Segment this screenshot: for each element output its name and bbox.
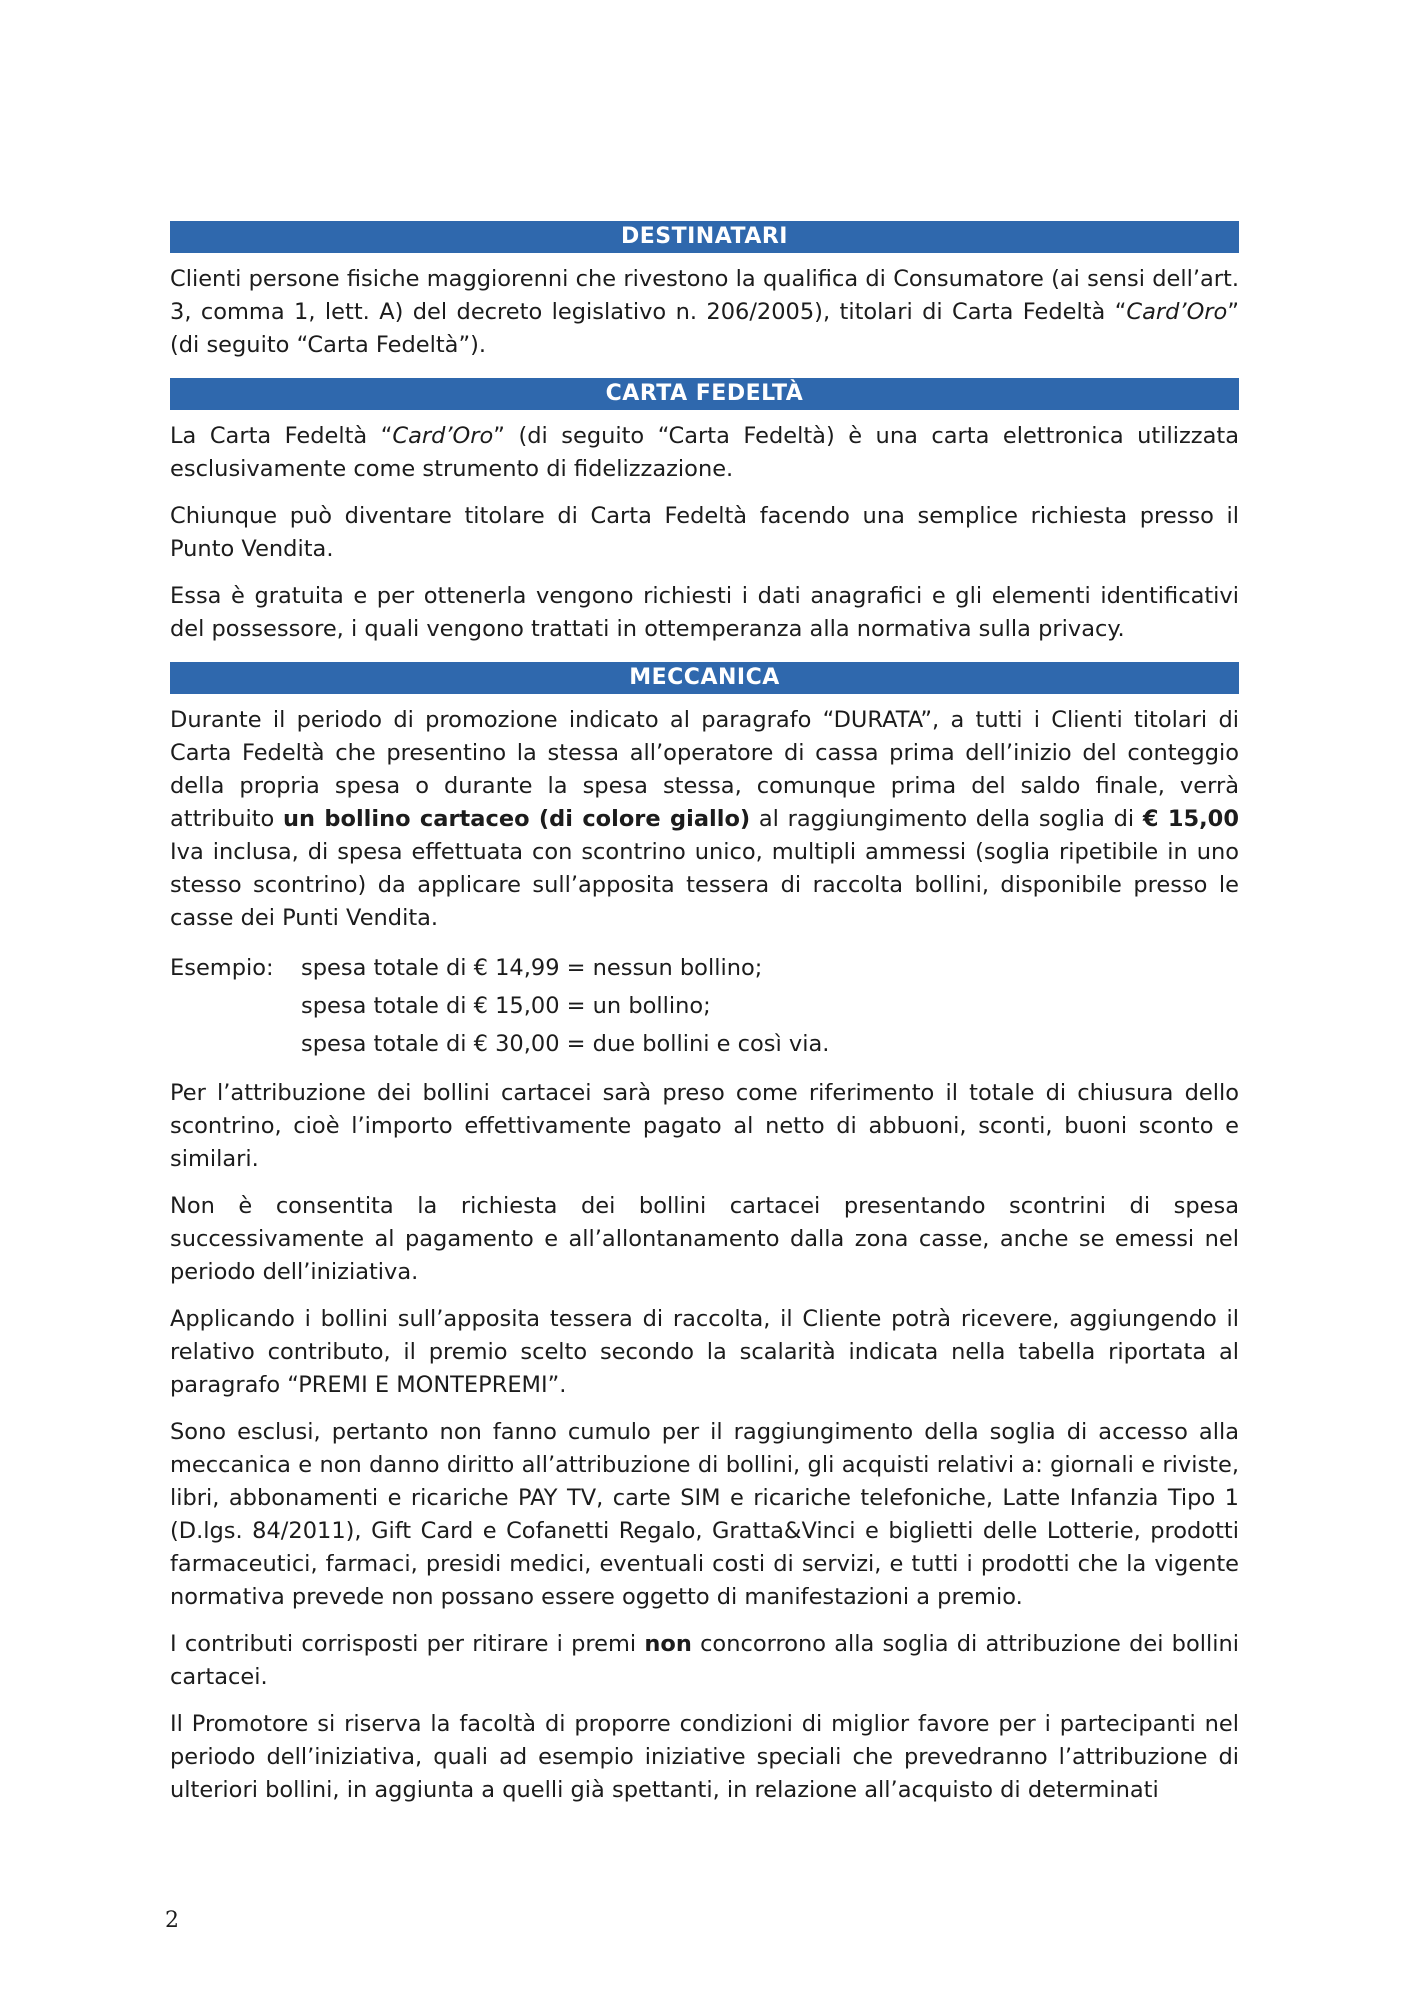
- carta-fedelta-paragraph-2: Chiunque può diventare titolare di Carta Fedeltà facendo una semplice richiesta presso il Punto Vendita.: [170, 503, 1239, 562]
- text-run: Durante il periodo di promozione indicato al paragrafo “DURATA”, a tutti i Clienti titolari di Carta Fedeltà che presentino la stessa all’operatore di cassa prima dell’inizio del conteggio della propria spesa o durante la spesa stessa, comunque prima del saldo finale, verrà attribuito: [170, 707, 1239, 832]
- meccanica-paragraph-3: Non è consentita la richiesta dei bollini cartacei presentando scontrini di spesa successivamente al pagamento e all’allontanamento dalla zona casse, anche se emessi nel periodo dell’iniziativa.: [170, 1193, 1239, 1285]
- example-block: [170, 949, 1239, 1063]
- text-run: concorrono alla soglia di attribuzione dei bollini cartacei.: [170, 1631, 1239, 1690]
- document-page: [170, 221, 1239, 1821]
- meccanica-paragraph-5: Sono esclusi, pertanto non fanno cumulo per il raggiungimento della soglia di accesso alla meccanica e non danno diritto all’attribuzione di bollini, gli acquisti relativi a: giornali e riviste, libri, abbonamenti e ricariche PAY TV, carte SIM e ricariche telefoniche, Latte Infanzia Tipo 1 (D.lgs. 84/2011), Gift Card e Cofanetti Regalo, Gratta&Vinci e biglietti delle Lotterie, prodotti farmaceutici, farmaci, presidi medici, eventuali costi di servizi, e tutti i prodotti che la vigente normativa prevede non possano essere oggetto di manifestazioni a premio.: [170, 1419, 1239, 1610]
- meccanica-paragraph-4: Applicando i bollini sull’apposita tessera di raccolta, il Cliente potrà ricevere, aggiungendo il relativo contributo, il premio scelto secondo la scalarità indicata nella tabella riportata al paragrafo “PREMI E MONTEPREMI”.: [170, 1306, 1239, 1398]
- text-run: al raggiungimento della soglia di: [750, 806, 1143, 832]
- example-line: spesa totale di € 15,00 = un bollino;: [301, 993, 711, 1019]
- page-number: 2: [165, 1908, 179, 1933]
- section-header-destinatari: DESTINATARI: [170, 221, 1239, 253]
- bold-text: un bollino cartaceo (di colore giallo): [283, 806, 751, 832]
- meccanica-paragraph-1: [170, 704, 1239, 935]
- meccanica-paragraph-6: [170, 1628, 1239, 1694]
- card-name-italic: Card’Oro: [1126, 299, 1228, 325]
- bold-text: non: [644, 1631, 692, 1657]
- carta-fedelta-paragraph-1: [170, 420, 1239, 486]
- text-run: La Carta Fedeltà “: [170, 423, 393, 449]
- text-run: Clienti persone fisiche maggiorenni che rivestono la qualifica di Consumatore (ai sensi dell’art. 3, comma 1, lett. A) del decreto legislativo n. 206/2005), titolari di Carta Fedeltà “: [170, 266, 1239, 325]
- meccanica-paragraph-7: Il Promotore si riserva la facoltà di proporre condizioni di miglior favore per i partecipanti nel periodo dell’iniziativa, quali ad esempio iniziative speciali che prevedranno l’attribuzione di ulteriori bollini, in aggiunta a quelli già spettanti, in relazione all’acquisto di determinati: [170, 1711, 1239, 1803]
- text-run: Iva inclusa, di spesa effettuata con scontrino unico, multipli ammessi (soglia ripetibile in uno stesso scontrino) da applicare sull’apposita tessera di raccolta bollini, disponibile presso le casse dei Punti Vendita.: [170, 839, 1239, 931]
- example-label: Esempio:: [170, 955, 274, 981]
- section-header-carta-fedelta: CARTA FEDELTÀ: [170, 378, 1239, 410]
- text-run: ” (di seguito “Carta Fedeltà) è una carta elettronica utilizzata esclusivamente come strumento di fidelizzazione.: [170, 423, 1239, 482]
- example-line: spesa totale di € 14,99 = nessun bollino;: [301, 955, 763, 981]
- example-line: spesa totale di € 30,00 = due bollini e così via.: [301, 1031, 830, 1057]
- text-run: ” (di seguito “Carta Fedeltà”).: [170, 299, 1239, 358]
- section-header-meccanica: MECCANICA: [170, 662, 1239, 694]
- card-name-italic: Card’Oro: [392, 423, 494, 449]
- carta-fedelta-paragraph-3: Essa è gratuita e per ottenerla vengono richiesti i dati anagrafici e gli elementi identificativi del possessore, i quali vengono trattati in ottemperanza alla normativa sulla privacy.: [170, 583, 1239, 642]
- bold-threshold: € 15,00: [1142, 806, 1239, 832]
- destinatari-paragraph: [170, 263, 1239, 362]
- meccanica-paragraph-2: Per l’attribuzione dei bollini cartacei sarà preso come riferimento il totale di chiusura dello scontrino, cioè l’importo effettivamente pagato al netto di abbuoni, sconti, buoni sconto e similari.: [170, 1080, 1239, 1172]
- text-run: I contributi corrisposti per ritirare i premi: [170, 1631, 645, 1657]
